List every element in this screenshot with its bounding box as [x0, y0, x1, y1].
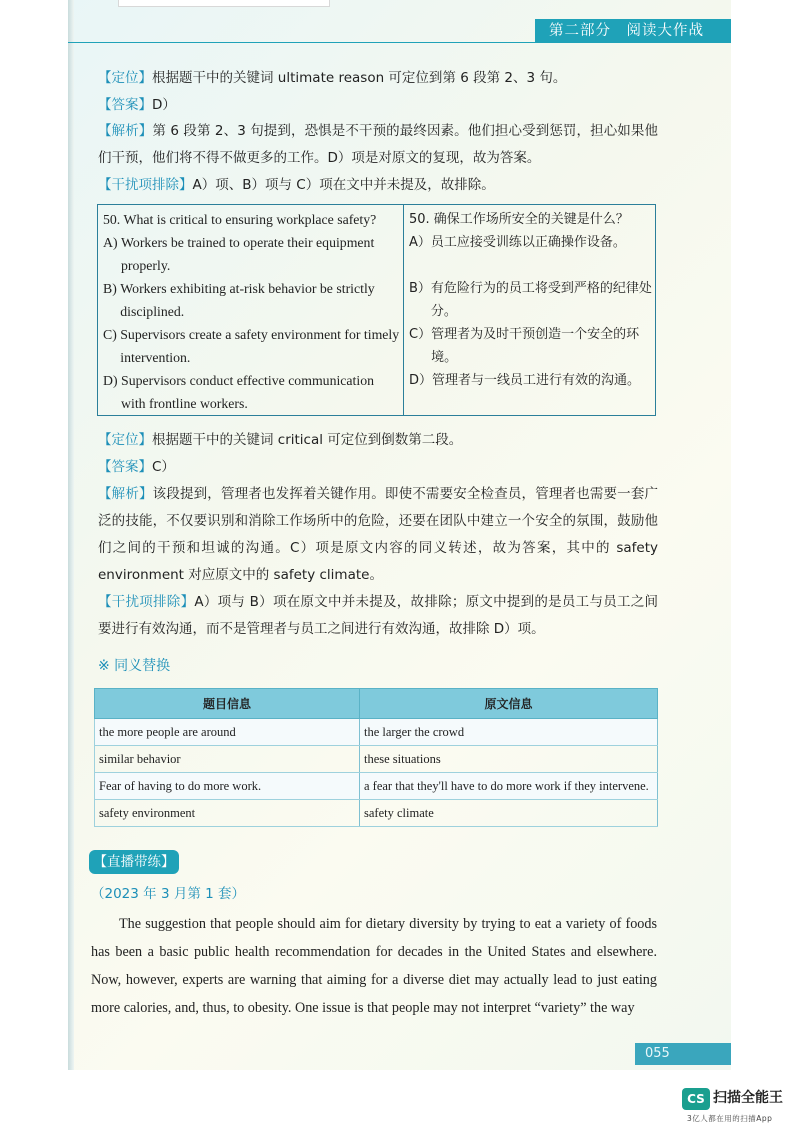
table-cell: the larger the crowd: [360, 719, 658, 746]
q49-distractor-line: [98, 171, 658, 199]
column-header-original: 原文信息: [360, 689, 658, 719]
column-divider: [403, 205, 404, 415]
question-50-box: [97, 204, 656, 416]
exam-year-label: （2023 年 3 月第 1 套）: [91, 886, 245, 902]
question-english: 50. What is critical to ensuring workplace safety?: [103, 212, 377, 227]
analysis-text: 第 6 段第 2、3 句提到，恐惧是不干预的最终因素。他们担心受到惩罚，担心如果他们干预，他们将不得不做更多的工作。D）项是对原文的复现，故为答案。: [98, 123, 658, 166]
table-cell: Fear of having to do more work.: [95, 773, 360, 800]
page-number: 055: [635, 1043, 731, 1065]
reading-passage: The suggestion that people should aim for dietary diversity by trying to eat a variety of foods has been a basic public health recommendation for decades in the United States and elsewhere. Now, however, experts are warning that aiming for a diverse diet may actually lead to just eating more calories, and, thus, to obesity. One issue is that people may not interpret “variety” the way: [91, 916, 657, 1016]
scanner-tagline: 3亿人都在用的扫描App: [687, 1114, 773, 1123]
analysis-text: 该段提到，管理者也发挥着关键作用。即使不需要安全检查员，管理者也需要一套广泛的技能，不仅要识别和消除工作场所中的危险，还要在团队中建立一个安全的氛围，鼓励他们之间的干预和坦诚的沟通。C）项是原文内容的同义转述，故为答案，其中的 safety environment 对应原文中的 safety climate。: [98, 486, 659, 583]
scanner-logo-icon: CS: [682, 1088, 710, 1110]
table-cell: a fear that they'll have to do more work if they intervene.: [360, 773, 658, 800]
locate-tag: 【定位】: [98, 70, 152, 86]
option-en-c: C) Supervisors create a safety environment for timely intervention.: [103, 327, 400, 365]
distractor-text: A）项、B）项与 C）项在文中并未提及，故排除。: [192, 177, 495, 193]
locate-text: 根据题干中的关键词 critical 可定位到倒数第二段。: [152, 432, 463, 448]
table-row: [95, 773, 658, 800]
option-zh-b: B） 有危险行为的员工将受到严格的纪律处分。: [409, 281, 652, 319]
option-en-b: B) Workers exhibiting at-risk behavior be strictly disciplined.: [103, 281, 375, 319]
option-en-d: D) Supervisors conduct effective communication with frontline workers.: [103, 373, 375, 411]
answer-tag: 【答案】: [98, 97, 152, 113]
option-zh-c: C） 管理者为及时干预创造一个安全的环境。: [409, 327, 640, 365]
q49-locate-line: [98, 64, 658, 92]
answer-tag: 【答案】: [98, 459, 152, 475]
distractor-text: A）项与 B）项在原文中并未提及，故排除；原文中提到的是员工与员工之间要进行有效沟通，而不是管理者与员工之间进行有效沟通，故排除 D）项。: [98, 594, 658, 637]
table-cell: these situations: [360, 746, 658, 773]
live-practice-badge: 【直播带练】: [89, 850, 179, 874]
option-en-a: A) Workers be trained to operate their equipment properly.: [103, 235, 375, 273]
section-header: 第二部分 阅读大作战: [535, 19, 731, 43]
table-row: [95, 800, 658, 827]
distractor-tag: 【干扰项排除】: [98, 177, 193, 193]
question-chinese: 50. 确保工作场所安全的关键是什么？: [409, 212, 629, 227]
locate-text: 根据题干中的关键词 ultimate reason 可定位到第 6 段第 2、3 句。: [152, 70, 567, 86]
column-header-question: 题目信息: [95, 689, 360, 719]
page-clip-tab: [118, 0, 330, 7]
locate-tag: 【定位】: [98, 432, 152, 448]
q50-analysis: [98, 481, 658, 589]
table-row: [95, 746, 658, 773]
scanner-app-name: 扫描全能王: [713, 1090, 783, 1106]
q49-answer-line: [98, 91, 658, 119]
page-fold-shadow: [68, 0, 74, 1070]
table-cell: similar behavior: [95, 746, 360, 773]
synonym-section-title: ※ 同义替换: [98, 658, 171, 674]
option-zh-a: A） 员工应接受训练以正确操作设备。: [409, 235, 626, 250]
table-cell: the more people are around: [95, 719, 360, 746]
answer-text: D）: [152, 97, 176, 113]
analysis-tag: 【解析】: [98, 486, 153, 502]
synonym-table: [94, 688, 658, 827]
q50-answer-line: [98, 453, 658, 481]
q50-distractor: [98, 589, 658, 643]
q50-locate-line: [98, 426, 658, 454]
synonym-header-row: [95, 689, 658, 719]
q49-analysis: [98, 118, 658, 172]
question-english-column: [103, 208, 400, 415]
table-cell: safety environment: [95, 800, 360, 827]
analysis-tag: 【解析】: [98, 123, 153, 139]
distractor-tag: 【干扰项排除】: [98, 594, 195, 610]
table-row: [95, 719, 658, 746]
answer-text: C）: [152, 459, 175, 475]
option-zh-d: D） 管理者与一线员工进行有效的沟通。: [409, 373, 641, 388]
table-cell: safety climate: [360, 800, 658, 827]
question-chinese-column: [409, 208, 653, 392]
